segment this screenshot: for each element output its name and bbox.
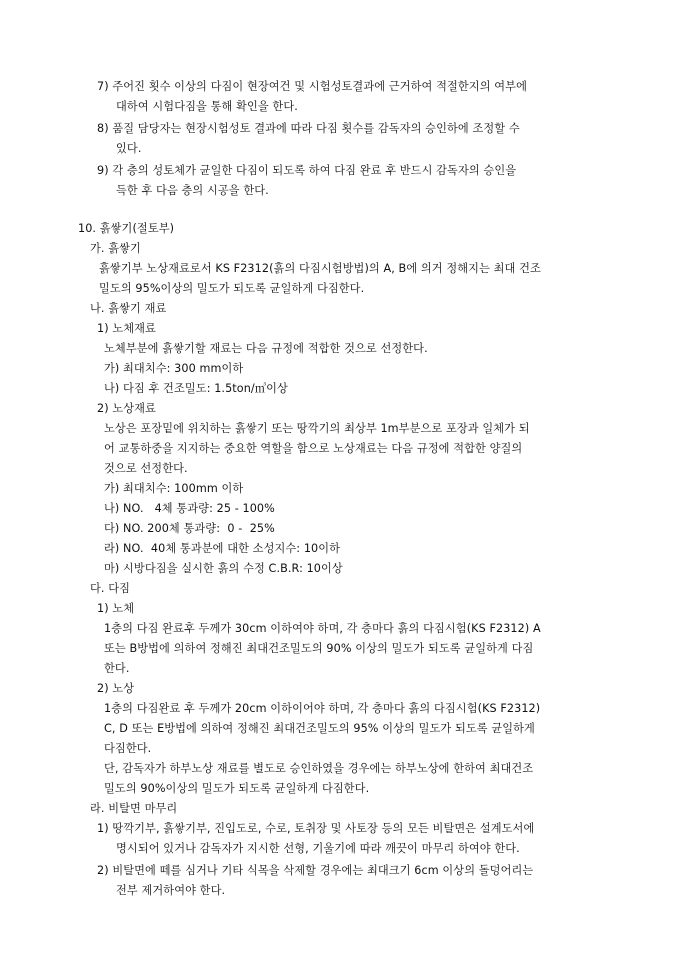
text-line: 단, 감독자가 하부노상 재료를 별도로 승인하였을 경우에는 하부노상에 한하여 최대건조 [104,762,534,775]
text-line: 라. 비탈면 마무리 [90,802,178,815]
text-line: 10. 흙쌓기(절토부) [78,222,175,235]
text-line: 라) NO. 40체 통과분에 대한 소성지수: 10이하 [104,542,341,555]
text-line: 노상은 포장밑에 위치하는 흙쌓기 또는 땅깍기의 최상부 1m부분으로 포장과 일체가 되 [104,422,530,435]
text-line: 9) 각 층의 성토체가 균일한 다짐이 되도록 하여 다짐 완료 후 반드시 감독자의 승인을 [97,164,517,177]
text-line: 나) NO. 4체 통과량: 25 - 100% [104,502,275,515]
text-line: 2) 노상재료 [97,402,156,415]
text-line: 또는 B방법에 의하여 정해진 최대건조밀도의 90% 이상의 밀도가 되도록 균일하게 다짐 [104,642,534,655]
text-line: 나. 흙쌓기 재료 [90,302,167,315]
text-line: 전부 제거하여야 한다. [116,884,226,897]
text-line: 밀도의 90%이상의 밀도가 되도록 균일하게 다짐한다. [104,782,370,795]
text-line: 명시되어 있거나 감독자가 지시한 선형, 기울기에 따라 깨끗이 마무리 하여야 한다. [116,842,520,855]
text-line: 2) 노상 [97,682,135,695]
text-line: 어 교통하중을 지지하는 중요한 역할을 함으로 노상재료는 다음 규정에 적합한 양질의 [104,442,523,455]
text-line: 2) 비탈면에 떼를 심거나 기타 식목을 삭제할 경우에는 최대크기 6cm 이상의 돌덩어리는 [97,864,534,877]
text-line: 8) 품질 담당자는 현장시험성토 결과에 따라 다짐 횟수를 감독자의 승인하에 조정할 수 [97,122,520,135]
text-line: 가) 최대치수: 300 mm이하 [104,362,244,375]
text-line: 1층의 다짐 완료후 두께가 30cm 이하여야 하며, 각 층마다 흙의 다짐시험(KS F2312) A [104,622,541,635]
text-line: 한다. [104,662,130,675]
text-line: 밀도의 95%이상의 밀도가 되도록 균일하게 다짐한다. [99,282,365,295]
text-line: 다) NO. 200체 통과량: 0 - 25% [104,522,275,535]
text-line: 1층의 다짐완료 후 두께가 20cm 이하이어야 하며, 각 층마다 흙의 다짐시험(KS F2312) [104,702,541,715]
text-line: 다짐한다. [104,742,152,755]
text-line: 1) 땅깍기부, 흙쌓기부, 진입도로, 수로, 토취장 및 사토장 등의 모든 비탈면은 설계도서에 [97,822,535,835]
text-line: 가. 흙쌓기 [90,242,141,255]
text-line: 득한 후 다음 층의 시공을 한다. [116,184,269,197]
text-line: 흙쌓기부 노상재료로서 KS F2312(흙의 다짐시험방법)의 A, B에 의거 정해지는 최대 건조 [99,262,541,275]
text-line: 것으로 선정한다. [104,462,188,475]
text-line: 나) 다짐 후 건조밀도: 1.5ton/㎥이상 [104,382,288,395]
text-line: 마) 시방다짐을 실시한 흙의 수정 C.B.R: 10이상 [104,562,343,575]
text-line: 대하여 시험다짐을 통해 확인을 한다. [116,100,298,113]
text-line: 다. 다짐 [90,582,131,595]
text-line: 1) 노체재료 [97,322,156,335]
text-line: 1) 노체 [97,602,135,615]
text-line: 가) 최대치수: 100mm 이하 [104,482,244,495]
text-line: C, D 또는 E방법에 의하여 정해진 최대건조밀도의 95% 이상의 밀도가 되도록 균일하게 [104,722,535,735]
text-line: 노체부분에 흙쌓기할 재료는 다음 규정에 적합한 것으로 선정한다. [104,342,428,355]
text-line: 있다. [116,142,142,155]
text-line: 7) 주어진 횟수 이상의 다짐이 현장여건 및 시험성토결과에 근거하여 적절한지의 여부에 [97,80,527,93]
